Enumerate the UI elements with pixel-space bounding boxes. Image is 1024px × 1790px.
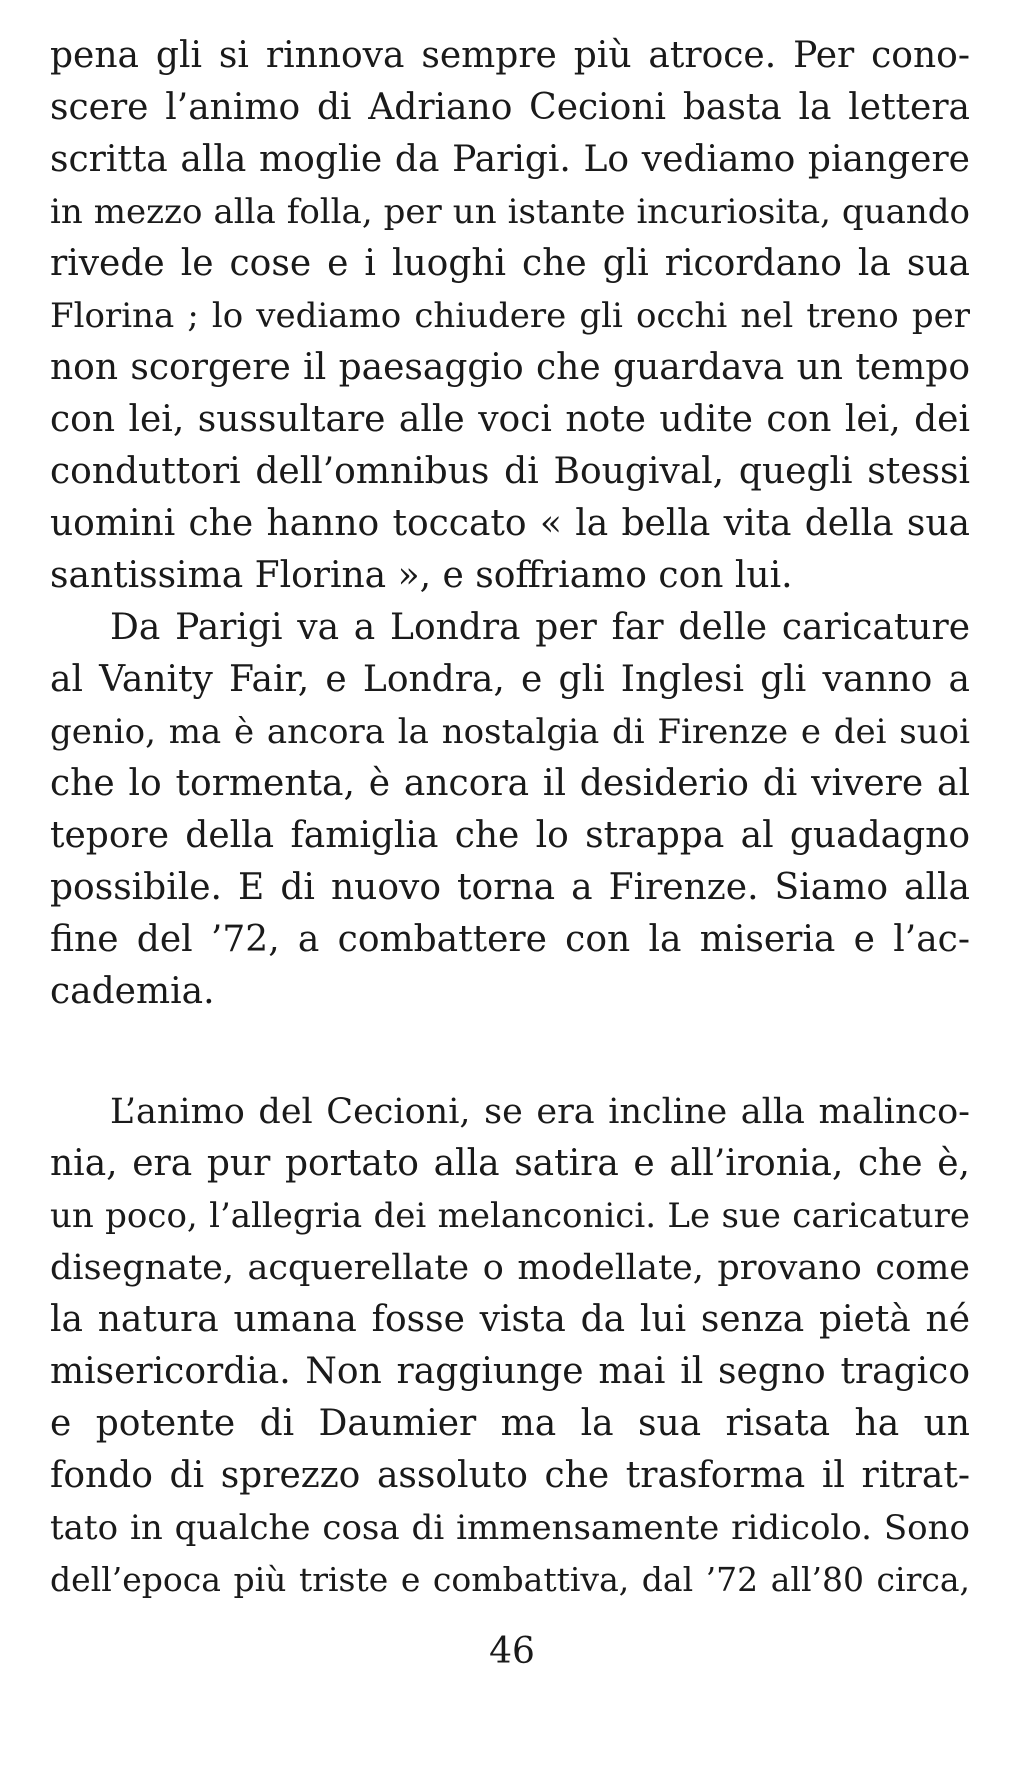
- text-line: e potente di Daumier ma la sua risata ha un: [50, 1403, 970, 1444]
- text-line: genio, ma è ancora la nostalgia di Firenze e dei suoi: [50, 712, 970, 752]
- text-line: rivede le cose e i luoghi che gli ricordano la sua: [50, 243, 970, 284]
- text-line: nia, era pur portato alla satira e all’ironia, che è,: [50, 1143, 970, 1184]
- text-line: cademia.: [50, 971, 215, 1012]
- text-line: misericordia. Non raggiunge mai il segno tragico: [50, 1351, 970, 1392]
- text-line: che lo tormenta, è ancora il desiderio di vivere al: [50, 763, 970, 804]
- text-line: possibile. E di nuovo torna a Firenze. Siamo alla: [50, 867, 970, 908]
- text-line: fondo di sprezzo assoluto che trasforma il ritrat-: [50, 1455, 970, 1496]
- text-line: non scorgere il paesaggio che guardava un tempo: [50, 347, 970, 388]
- text-line: scritta alla moglie da Parigi. Lo vediamo piangere: [50, 139, 970, 180]
- text-line: con lei, sussultare alle voci note udite con lei, dei: [50, 399, 970, 440]
- text-line: santissima Florina », e soffriamo con lui.: [50, 555, 793, 596]
- text-line: scere l’animo di Adriano Cecioni basta la lettera: [50, 87, 970, 128]
- paragraph-3: [50, 1086, 970, 1606]
- text-line: in mezzo alla folla, per un istante incuriosita, quando: [50, 192, 970, 232]
- text-line: al Vanity Fair, e Londra, e gli Inglesi gli vanno a: [50, 659, 970, 700]
- text-block-bottom: [50, 1086, 970, 1606]
- text-line: uomini che hanno toccato « la bella vita della sua: [50, 503, 970, 544]
- page-number: 46: [489, 1631, 535, 1672]
- text-line: tato in qualche cosa di immensamente ridicolo. Sono: [50, 1508, 970, 1548]
- text-line: disegnate, acquerellate o modellate, provano come: [50, 1248, 970, 1288]
- text-line: conduttori dell’omnibus di Bougival, quegli stessi: [50, 451, 970, 492]
- text-line: dell’epoca più triste e combattiva, dal ’72 all’80 circa,: [50, 1560, 970, 1599]
- text-line: Da Parigi va a Londra per far delle caricature: [110, 607, 970, 648]
- text-line: L’animo del Cecioni, se era incline alla malinco-: [110, 1092, 970, 1132]
- text-line: la natura umana fosse vista da lui senza pietà né: [50, 1299, 970, 1340]
- text-line: fine del ’72, a combattere con la miseria e l’ac-: [50, 919, 970, 960]
- paragraph-2: [50, 602, 970, 1018]
- text-line: pena gli si rinnova sempre più atroce. Per cono-: [50, 35, 970, 76]
- paragraph-1: [50, 30, 970, 602]
- text-line: un poco, l’allegria dei melanconici. Le sue caricature: [50, 1196, 970, 1236]
- text-block-top: [50, 30, 970, 1018]
- text-line: tepore della famiglia che lo strappa al guadagno: [50, 815, 970, 856]
- text-line: Florina ; lo vediamo chiudere gli occhi nel treno per: [50, 296, 970, 336]
